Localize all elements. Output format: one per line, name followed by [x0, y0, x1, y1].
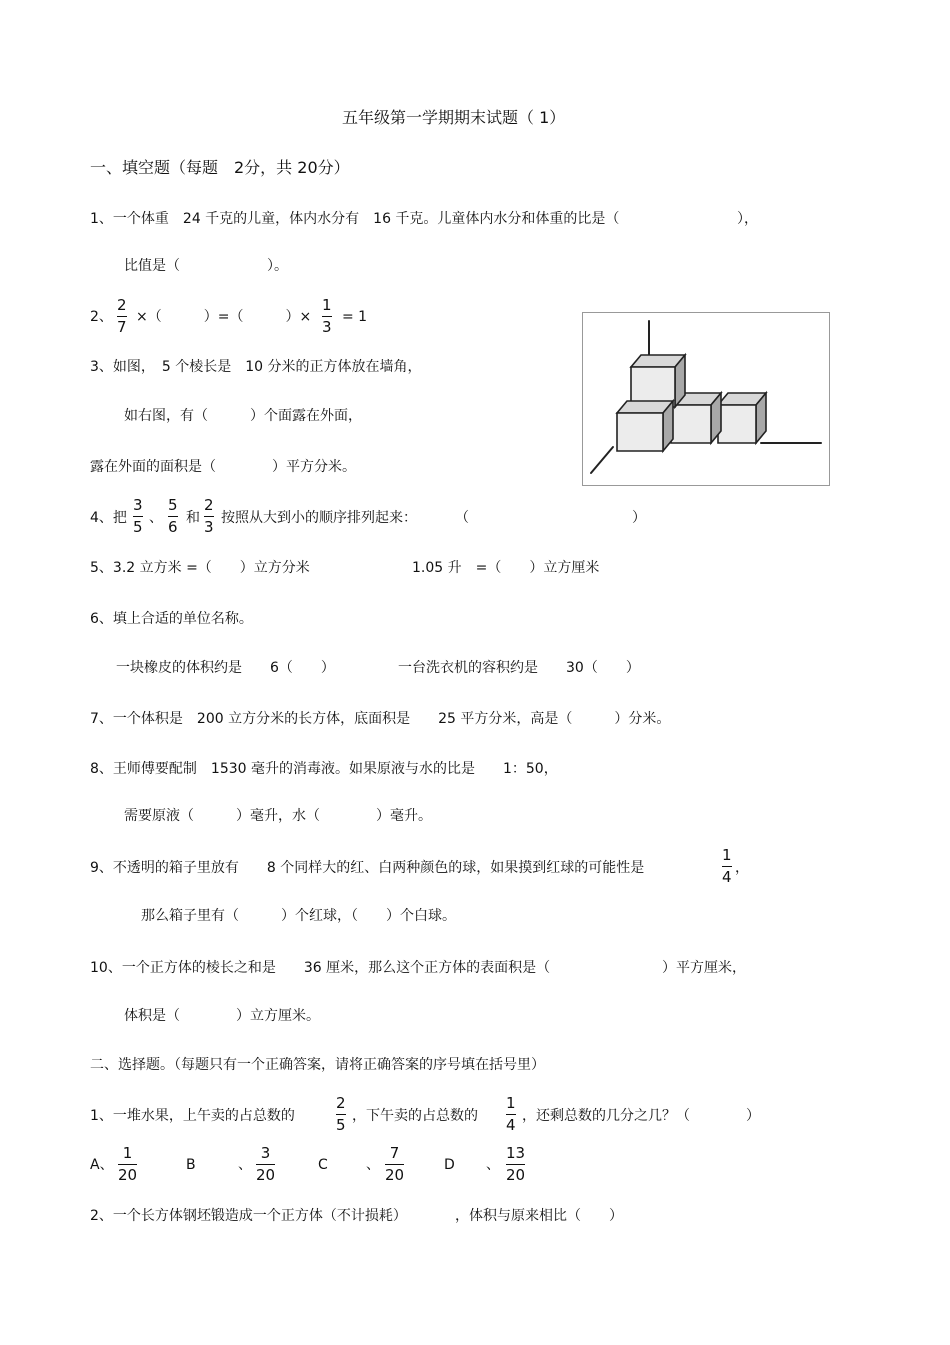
- q4-paren-open: （: [455, 510, 469, 526]
- option-b-label: B: [186, 1157, 196, 1173]
- option-c-fraction: [385, 1144, 404, 1184]
- numerator: 3: [260, 1144, 271, 1162]
- option-b-fraction: [256, 1144, 275, 1184]
- option-a-fraction: [118, 1144, 137, 1184]
- fraction: [117, 296, 127, 336]
- numerator: 7: [389, 1144, 400, 1162]
- section-heading: 一、填空题（每题 2分，共 20分）: [90, 158, 350, 177]
- fraction: [168, 496, 178, 536]
- cubes-figure: [582, 312, 830, 486]
- q1-line1: 1、一个体重 24 千克的儿童，体内水分有 16 千克。儿童体内水分和体重的比是（: [90, 211, 620, 227]
- option-b-sep: 、: [238, 1157, 252, 1173]
- q2-number: 2、: [90, 309, 113, 325]
- fraction: [133, 496, 143, 536]
- q2-middle: ×（ ）=（ ）×: [136, 309, 312, 325]
- q5-part1: 5、3.2 立方米 =（ ）立方分米: [90, 560, 310, 576]
- q1-line2b: ）。: [267, 258, 288, 274]
- numerator: 13: [506, 1144, 526, 1162]
- q10-line1: 10、一个正方体的棱长之和是 36 厘米，那么这个正方体的表面积是（: [90, 960, 551, 976]
- s2q1-text1: 1、一堆水果，上午卖的占总数的: [90, 1108, 295, 1124]
- q9-comma: ，: [735, 860, 749, 876]
- q10-line1-end: ）平方厘米，: [662, 960, 746, 976]
- numerator: 2: [204, 496, 214, 514]
- denominator: 20: [256, 1166, 276, 1184]
- denominator: 20: [385, 1166, 405, 1184]
- denominator: 5: [336, 1116, 346, 1134]
- q1-line2a: 比值是（: [124, 258, 180, 274]
- numerator: 5: [168, 496, 178, 514]
- s2q1-text3: ，还剩总数的几分之几？（ ）: [522, 1108, 760, 1124]
- page-title: 五年级第一学期期末试题（ 1）: [342, 108, 566, 127]
- fraction: [204, 496, 214, 536]
- q6-line1: 6、填上合适的单位名称。: [90, 611, 253, 627]
- denominator: 4: [722, 868, 732, 886]
- numerator: 1: [322, 296, 332, 314]
- option-c-sep: 、: [366, 1157, 380, 1173]
- denominator: 3: [204, 518, 214, 536]
- q8-line1: 8、王师傅要配制 1530 毫升的消毒液。如果原液与水的比是 1：50，: [90, 761, 558, 777]
- fraction: [506, 1094, 516, 1134]
- s2q2-text1: 2、一个长方体钢坯锻造成一个正方体（不计损耗）: [90, 1208, 407, 1224]
- q6-washer: 一台洗衣机的容积约是 30（ ）: [398, 660, 640, 676]
- option-d-label: D: [444, 1157, 455, 1173]
- numerator: 1: [506, 1094, 516, 1112]
- q4-paren-close: ）: [632, 510, 646, 526]
- denominator: 7: [117, 318, 127, 336]
- q1-line1-end: ），: [737, 211, 758, 227]
- cubes-in-corner-icon: [583, 313, 829, 485]
- q3-line3: 露在外面的面积是（ ）平方分米。: [90, 459, 356, 475]
- q6-eraser: 一块橡皮的体积约是 6（ ）: [116, 660, 335, 676]
- q4-and: 和: [186, 510, 200, 526]
- q9-line1: 9、不透明的箱子里放有 8 个同样大的红、白两种颜色的球，如果摸到红球的可能性是: [90, 860, 645, 876]
- denominator: 6: [168, 518, 178, 536]
- denominator: 3: [322, 318, 332, 336]
- fraction: [722, 846, 732, 886]
- q8-line2: 需要原液（ ）毫升，水（ ）毫升。: [124, 808, 432, 824]
- q4-separator: 、: [149, 510, 163, 526]
- numerator: 2: [117, 296, 127, 314]
- fraction: [322, 296, 332, 336]
- q4-number: 4、把: [90, 510, 127, 526]
- q2-end: = 1: [342, 309, 368, 325]
- s2q2-text2: ，体积与原来相比（ ）: [455, 1208, 623, 1224]
- fraction: [336, 1094, 346, 1134]
- numerator: 1: [122, 1144, 133, 1162]
- q5-part2: 1.05 升 =（ ）立方厘米: [412, 560, 600, 576]
- numerator: 1: [722, 846, 732, 864]
- q7-line1: 7、一个体积是 200 立方分米的长方体，底面积是 25 平方分米，高是（ ）分米。: [90, 711, 671, 727]
- numerator: 2: [336, 1094, 346, 1112]
- s2q1-text2: ，下午卖的占总数的: [352, 1108, 478, 1124]
- q4-text: 按照从大到小的顺序排列起来：: [221, 510, 417, 526]
- option-c-label: C: [318, 1157, 328, 1173]
- option-a-label: A、: [90, 1157, 114, 1173]
- denominator: 4: [506, 1116, 516, 1134]
- denominator: 5: [133, 518, 143, 536]
- numerator: 3: [133, 496, 143, 514]
- denominator: 20: [118, 1166, 138, 1184]
- q9-line2: 那么箱子里有（ ）个红球，（ ）个白球。: [141, 908, 456, 924]
- q10-line2: 体积是（ ）立方厘米。: [124, 1008, 320, 1024]
- option-d-fraction: [506, 1144, 525, 1184]
- q3-line1: 3、如图， 5 个棱长是 10 分米的正方体放在墙角，: [90, 359, 422, 375]
- denominator: 20: [506, 1166, 526, 1184]
- q3-line2: 如右图，有（ ）个面露在外面，: [124, 408, 362, 424]
- option-d-sep: 、: [486, 1157, 500, 1173]
- section2-heading: 二、选择题。（每题只有一个正确答案，请将正确答案的序号填在括号里）: [90, 1057, 545, 1073]
